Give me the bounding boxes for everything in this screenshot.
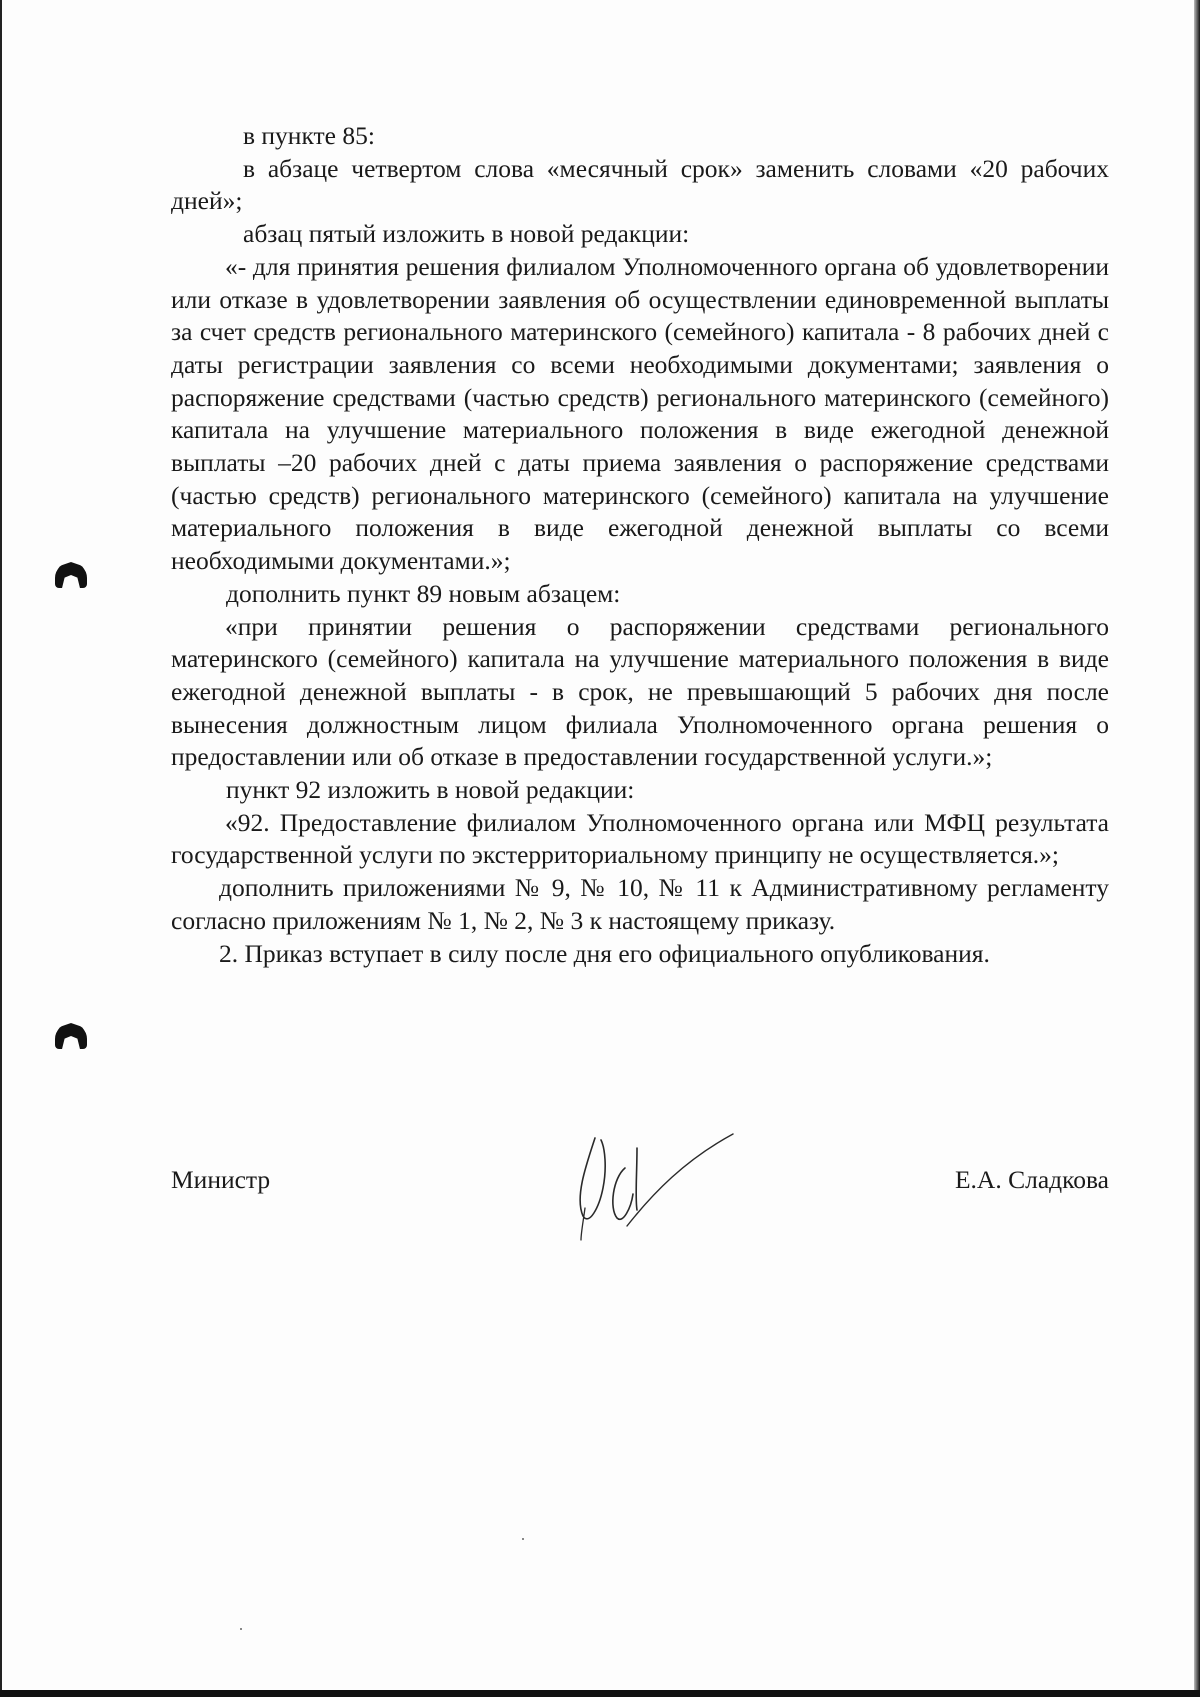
paragraph: дополнить пункт 89 новым абзацем: [226,578,621,608]
scan-edge-bottom [0,1690,1200,1697]
hole-punch-mark [55,1023,87,1049]
paragraph: «92. Предоставление филиалом Уполномоченного органа или МФЦ результата государственной услуги по экстерриториальному принципу не осуществляется.»; [171,807,1109,870]
paragraph: «- для принятия решения филиалом Уполномоченного органа об удовлетворении или отказе в удовлетворении заявления об осуществлении единовременной выплаты за счет средств регионального материнского (семейного) капитала - 8 рабочих дней с даты регистрации заявления со всеми необходимыми документами; заявления о распоряжение средствами (частью средств) регионального материнского (семейного) капитала на улучшение материального положения в виде ежегодной денежной выплаты –20 рабочих дней с даты приема заявления о распоряжение средствами (частью средств) регионального материнского (семейного) капитала на улучшение материального положения в виде ежегодной денежной выплаты со всеми необходимыми документами.»; [171,251,1109,576]
hole-punch-mark [55,562,87,588]
scan-speck [522,1538,524,1540]
paragraph: «при принятии решения о распоряжении средствами регионального материнского (семейного) капитала на улучшение материального положения в виде ежегодной денежной выплаты - в срок, не превышающий 5 рабочих дня после вынесения должностным лицом филиала Уполномоченного органа решения о предоставлении или об отказе в предоставлении государственной услуги.»; [171,611,1109,772]
paragraph: в абзаце четвертом слова «месячный срок» заменить словами «20 рабочих дней»; [171,153,1109,216]
paragraph: абзац пятый изложить в новой редакции: [243,219,690,249]
signatory-title: Министр [171,1165,271,1194]
scan-edge-left [0,0,2,1697]
paragraph: в пункте 85: [243,121,375,150]
paragraph: дополнить приложениями № 9, № 10, № 11 к Административному регламенту согласно приложениям № 1, № 2, № 3 к настоящему приказу. [171,873,1109,935]
document-body [171,120,1109,970]
scan-speck [240,1628,242,1630]
paragraph: 2. Приказ вступает в силу после дня его официального опубликования. [219,938,990,968]
handwritten-signature [575,1128,735,1248]
paragraph: пункт 92 изложить в новой редакции: [226,775,635,805]
scan-edge-right [1194,0,1200,1697]
signatory-name: Е.А. Сладкова [954,1165,1109,1194]
